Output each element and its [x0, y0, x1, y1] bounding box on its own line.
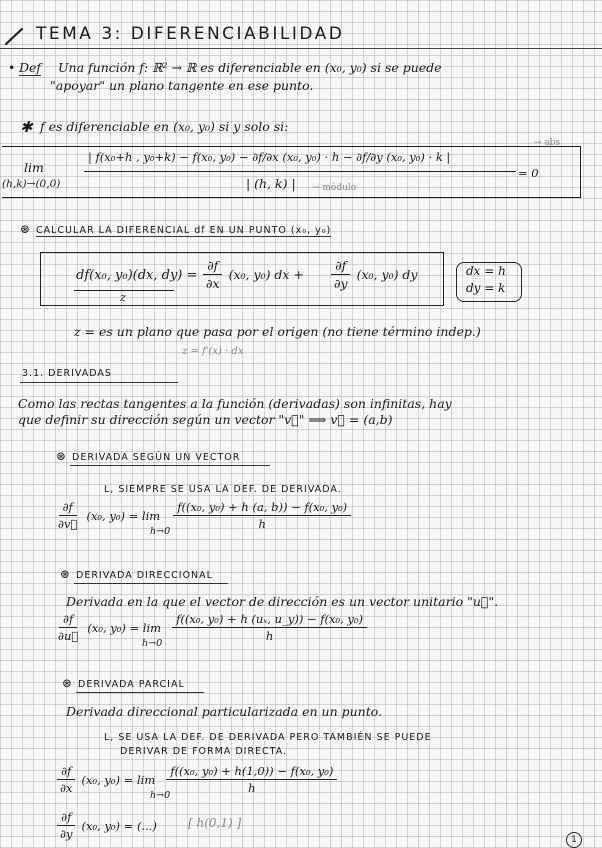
condition-text: f es diferenciable en (x₀, y₀) si y solo si:: [40, 119, 289, 134]
pencil-note: z = f'(x) · dx: [182, 346, 244, 357]
dfdu-rest: (x₀, y₀) = lim: [87, 621, 162, 635]
section-c-denominator: h: [248, 781, 256, 795]
differential-lhs: df(x₀, y₀)(dx, dy) =: [76, 268, 198, 283]
limit-denominator: | (h, k) |: [246, 176, 296, 191]
z-label: z: [120, 291, 126, 304]
section-c-note-1: L, SE USA LA DEF. DE DERIVADA PERO TAMBIÉN SE PUEDE: [104, 732, 432, 743]
derivadas-heading-underline: [20, 382, 178, 383]
pencil-mark-icon: [4, 26, 24, 46]
section-b-numerator: f((x₀, y₀) + h (uₓ, u_y)) − f(x₀, y₀): [172, 612, 367, 628]
dx-equals-h: dx = h: [466, 264, 506, 278]
section-c-lim-sub: h→0: [150, 790, 171, 801]
dfdx-numerator: ∂f: [203, 258, 222, 275]
derivadas-heading: 3.1. DERIVADAS: [22, 368, 112, 379]
section-a-lim-sub: h→0: [150, 526, 171, 537]
derivadas-line-2: que definir su dirección según un vector "v⃗" ⟹ v⃗ = (a,b): [18, 412, 393, 427]
section-b-denominator: h: [265, 629, 274, 643]
definition-label: Def: [19, 60, 42, 75]
dfdy-c-numerator: ∂f: [57, 810, 75, 826]
section-a-denominator: h: [258, 517, 266, 531]
section-c-text: Derivada direccional particularizada en un punto.: [66, 704, 382, 719]
definition-line-2: "apoyar" un plano tangente en ese punto.: [50, 78, 314, 93]
dfdx-c-denominator: ∂x: [60, 781, 73, 795]
section-a-numerator: f((x₀, y₀) + h (a, b)) − f(x₀, y₀): [173, 500, 351, 516]
page-number: 1: [566, 832, 582, 848]
abs-note: → abs: [534, 138, 561, 148]
section-b-underline: [74, 583, 228, 584]
limit-label: lim: [24, 160, 44, 175]
differential-heading: CALCULAR LA DIFERENCIAL df EN UN PUNTO (x₀, y₀): [36, 225, 332, 236]
section-c-note-2: DERIVAR DE FORMA DIRECTA.: [120, 746, 288, 757]
dfdv-numerator: ∂f: [59, 500, 77, 516]
section-a-note: L, SIEMPRE SE USA LA DEF. DE DERIVADA.: [104, 484, 342, 495]
section-b-text: Derivada en la que el vector de dirección es un vector unitario "u⃗".: [66, 594, 499, 609]
bullet-a-icon: ⊛: [56, 449, 67, 463]
dfdu-denominator: ∂u⃗: [58, 629, 79, 643]
dy-equals-k: dy = k: [466, 281, 506, 295]
dfdv-denominator: ∂v⃗: [58, 517, 78, 531]
dfdy-c-denominator: ∂y: [60, 827, 73, 841]
section-c-formula-2: [56, 810, 157, 841]
limit-numerator: | f(x₀+h , y₀+k) − f(x₀, y₀) − ∂f/∂x (x₀, y₀) · h − ∂f/∂y (x₀, y₀) · k |: [88, 150, 451, 164]
section-a-heading: DERIVADA SEGÚN UN VECTOR: [72, 452, 241, 463]
limit-subscript: (h,k)→(0,0): [2, 178, 61, 190]
definition-line-1: Una función f: ℝ² → ℝ es diferenciable en (x₀, y₀) si se puede: [58, 60, 442, 75]
section-a-underline: [70, 465, 270, 466]
bullet-b-icon: ⊛: [60, 567, 71, 581]
dfdy-rest: (x₀, y₀) dy: [356, 267, 418, 282]
page-title: TEMA 3: DIFERENCIABILIDAD: [36, 24, 345, 44]
derivadas-line-1: Como las rectas tangentes a la función (derivadas) son infinitas, hay: [18, 396, 452, 411]
definition-bullet: •: [8, 60, 16, 75]
dfdy-c-rest: (x₀, y₀) = (...): [81, 819, 157, 833]
differential-term-1: [202, 258, 304, 291]
section-b-lim-sub: h→0: [142, 638, 163, 649]
dfdx-denominator: ∂x: [206, 276, 220, 291]
dfdv-rest: (x₀, y₀) = lim: [86, 509, 161, 523]
dfdx-c-rest: (x₀, y₀) = lim: [81, 773, 156, 787]
section-c-heading: DERIVADA PARCIAL: [78, 679, 185, 690]
section-c-numerator: f((x₀, y₀) + h(1,0)) − f(x₀, y₀): [166, 764, 337, 780]
section-c-formula: [56, 764, 337, 795]
limit-fraction-line: [84, 171, 516, 172]
limit-equals: = 0: [518, 166, 539, 180]
dfdy-denominator: ∂y: [334, 276, 348, 291]
dfdu-numerator: ∂f: [59, 612, 77, 628]
section-a-formula: [54, 500, 351, 531]
dfdx-rest: (x₀, y₀) dx +: [228, 267, 304, 282]
section-c-pencil-note: [ h(0,1) ]: [188, 816, 242, 830]
star-icon: ✱: [20, 118, 33, 136]
section-b-heading: DERIVADA DIRECCIONAL: [76, 570, 213, 581]
circled-bullet-icon: ⊛: [20, 222, 31, 236]
modulo-note: → módulo: [312, 183, 357, 193]
dfdy-numerator: ∂f: [331, 258, 350, 275]
section-c-underline: [76, 692, 204, 693]
differential-term-2: [330, 258, 418, 291]
title-underline: [0, 48, 602, 49]
bullet-c-icon: ⊛: [62, 676, 73, 690]
section-b-formula: [54, 612, 367, 643]
z-plane-note: z = es un plano que pasa por el origen (no tiene término indep.): [74, 324, 481, 339]
dfdx-c-numerator: ∂f: [57, 764, 75, 780]
